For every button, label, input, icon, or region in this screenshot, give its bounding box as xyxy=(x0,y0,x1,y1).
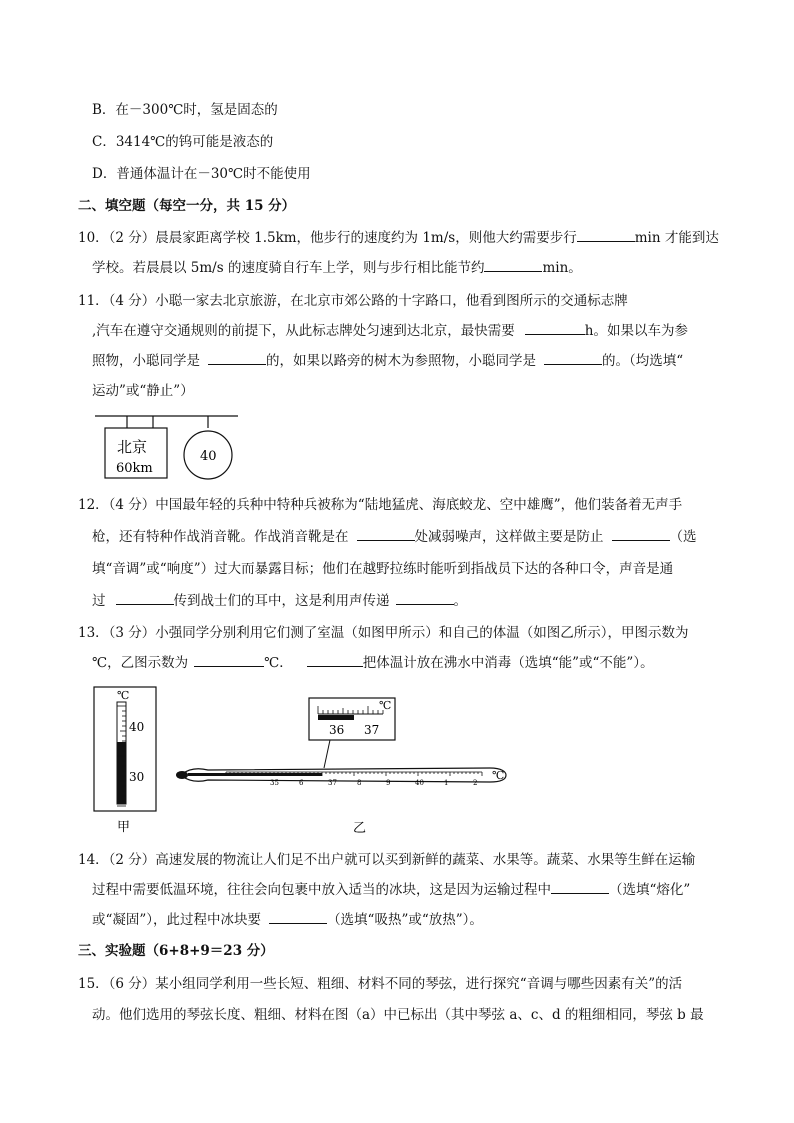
thermometer-scale-label: 35 xyxy=(270,779,279,787)
q12-line-1: 12．（4 分）中国最年轻的兵种中特种兵被称为“陆地猛虎、海底蛟龙、空中雄鹰”，他们装备着无声手 xyxy=(78,497,683,513)
q9-option-c: C．3414℃的钨可能是液态的 xyxy=(92,134,274,150)
q10-line-1 xyxy=(78,229,719,247)
zoom-liquid xyxy=(318,715,354,720)
zoom-pointer xyxy=(324,740,330,768)
q10-line-2 xyxy=(92,259,582,277)
jia-label-40: 40 xyxy=(129,720,145,734)
thermometer-bulb xyxy=(176,771,188,779)
q14-text-4: （选填“吸热”或“放热”）。 xyxy=(327,912,483,928)
q14-text-1: 过程中需要低温环境，往往会向包裹中放入适当的冰块，这是因为运输过程中 xyxy=(92,882,551,898)
q14-line-3 xyxy=(92,911,483,929)
thermometer-scale-label: 40 xyxy=(415,779,424,787)
q12-text-6: 。 xyxy=(453,593,467,609)
section-fill-blank-title: 二、填空题（每空一分，共 15 分） xyxy=(78,198,296,214)
sign-distance: 60km xyxy=(116,461,153,476)
q14-blank-2[interactable] xyxy=(269,911,327,924)
tip-unit: ℃ xyxy=(492,769,505,782)
zoom-unit: ℃ xyxy=(379,699,392,712)
q14-line-2 xyxy=(92,881,690,899)
q11-text-2: h。如果以车为参 xyxy=(584,323,688,339)
q12-blank-4[interactable] xyxy=(396,592,454,605)
q11-line-3 xyxy=(92,352,683,370)
q11-text-1: ,汽车在遵守交通规则的前提下，从此标志牌处匀速到达北京，最快需要 xyxy=(92,323,515,339)
sign-city: 北京 xyxy=(117,438,148,456)
q11-line-1: 11．（4 分）小聪一家去北京旅游，在北京市郊公路的十字路口，他看到图所示的交通标志牌 xyxy=(78,293,628,309)
q9-option-b: B．在－300℃时，氢是固态的 xyxy=(92,102,278,118)
q10-text-4: min。 xyxy=(542,260,582,276)
q10-blank-2[interactable] xyxy=(484,259,542,272)
jia-unit: ℃ xyxy=(117,689,130,702)
q10-text-2: min 才能到达 xyxy=(634,230,719,246)
zoom-label-36: 36 xyxy=(329,723,345,737)
q12-blank-3[interactable] xyxy=(116,592,174,605)
q15-line-1: 15．（6 分）某小组同学利用一些长短、粗细、材料不同的琴弦，进行探究“音调与哪些因素有关”的活 xyxy=(78,976,683,992)
zoom-scale-ticks xyxy=(318,706,383,714)
q11-blank-1[interactable] xyxy=(525,322,585,335)
q12-text-5: 传到战士们的耳中，这是利用声传递 xyxy=(173,593,390,609)
thermometer-scale-label: 2 xyxy=(473,779,478,787)
q12-blank-1[interactable] xyxy=(357,528,415,541)
q12-line-4 xyxy=(92,592,467,610)
jia-label-30: 30 xyxy=(129,770,145,784)
q11-line-2 xyxy=(92,322,688,340)
q10-text-3: 学校。若晨晨以 5m/s 的速度骑自行车上学，则与步行相比能节约 xyxy=(92,260,485,276)
caption-jia: 甲 xyxy=(117,820,131,835)
q11-line-4: 运动”或“静止”） xyxy=(92,383,194,399)
thermometer-scale-label: 37 xyxy=(328,779,337,787)
sign-speed: 40 xyxy=(200,449,217,464)
thermometer-scale-labels xyxy=(270,779,477,787)
q14-blank-1[interactable] xyxy=(551,881,609,894)
q13-line-1: 13．（3 分）小强同学分别利用它们测了室温（如图甲所示）和自己的体温（如图乙所示），甲图示数为 xyxy=(78,625,689,641)
q13-blank-3[interactable] xyxy=(307,654,363,667)
clinical-thermometer-figure xyxy=(170,696,510,836)
thermometer-scale-label: 9 xyxy=(386,779,391,787)
q13-text-2: ℃． xyxy=(264,655,293,671)
thermometer-scale-label: 1 xyxy=(444,779,449,787)
q13-line-2 xyxy=(92,654,654,672)
q14-text-2: （选填“熔化” xyxy=(609,882,691,898)
section-experiment-title: 三、实验题（6+8+9＝23 分） xyxy=(78,943,274,959)
q12-text-2: 处减弱噪声，这样做主要是防止 xyxy=(414,529,604,545)
q10-blank-1[interactable] xyxy=(577,229,635,242)
q13-blank-2[interactable] xyxy=(194,654,264,667)
q11-blank-2[interactable] xyxy=(208,352,266,365)
q11-text-4: 的，如果以路旁的树木为参照物，小聪同学是 xyxy=(266,353,536,369)
thermometer-scale-label: 8 xyxy=(357,779,362,787)
q9-option-d: D．普通体温计在－30℃时不能使用 xyxy=(92,166,311,182)
q10-text-1: 10．（2 分）晨晨家距离学校 1.5km，他步行的速度约为 1m/s，则他大约需要步行 xyxy=(78,230,577,246)
q12-text-4: 过 xyxy=(92,593,106,609)
q12-text-1: 枪，还有特种作战消音靴。作战消音靴是在 xyxy=(92,529,349,545)
traffic-sign-figure xyxy=(95,408,245,484)
q15-line-2: 动。他们选用的琴弦长度、粗细、材料在图（a）中已标出（其中琴弦 a、c、d 的粗细相同，琴弦 b 最 xyxy=(92,1007,704,1023)
q11-text-5: 的。（均选填“ xyxy=(602,353,684,369)
q12-line-2 xyxy=(92,528,697,546)
thermometer-scale-label: 6 xyxy=(299,779,304,787)
q12-blank-2[interactable] xyxy=(612,528,670,541)
zoom-label-37: 37 xyxy=(364,723,380,737)
q11-text-3: 照物，小聪同学是 xyxy=(92,353,200,369)
q14-line-1: 14．（2 分）高速发展的物流让人们足不出户就可以买到新鲜的蔬菜、水果等。蔬菜、水果等生鲜在运输 xyxy=(78,852,696,868)
q11-blank-3[interactable] xyxy=(544,352,602,365)
caption-yi: 乙 xyxy=(353,821,367,836)
room-thermometer-figure xyxy=(93,686,163,836)
q12-line-3: 填“音调”或“响度”）过大而暴露目标；他们在越野拉练时能听到指战员下达的各种口令，声音是通 xyxy=(92,561,674,577)
q14-text-3: 或“凝固”），此过程中冰块要 xyxy=(92,912,262,928)
q13-text-3: 把体温计放在沸水中消毒（选填“能”或“不能”）。 xyxy=(362,655,654,671)
q12-text-3: （选 xyxy=(669,529,697,545)
q13-text-1: ℃，乙图示数为 xyxy=(92,655,189,671)
